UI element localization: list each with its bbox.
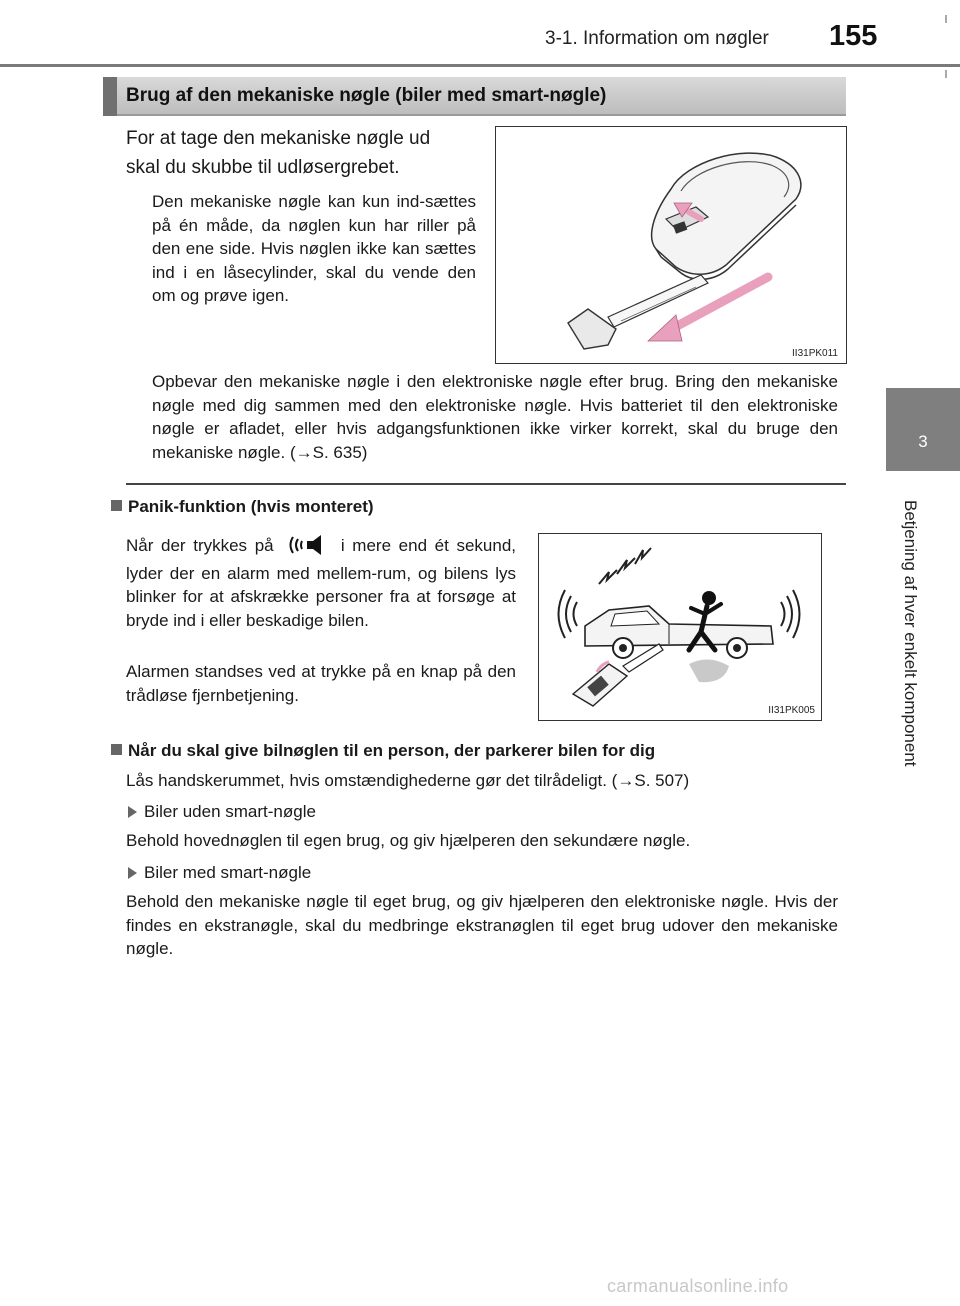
sub-heading-text: Biler med smart-nøgle	[144, 863, 312, 882]
chapter-title: Betjening af hver enkelt komponent	[901, 500, 920, 767]
site-watermark: carmanualsonline.info	[607, 1276, 789, 1296]
chapter-tab	[886, 388, 960, 471]
page-reference[interactable]: S. 507)	[634, 771, 690, 790]
panic-paragraph	[126, 534, 516, 632]
sub-heading-text: Biler uden smart-nøgle	[144, 802, 316, 821]
figure-code: II31PK011	[792, 348, 838, 359]
panic-text-before: Når der trykkes på	[126, 536, 274, 555]
lead-line: For at tage den mekaniske nøgle ud	[126, 128, 431, 149]
note-paragraph: Den mekaniske nøgle kan kun ind-sættes på én måde, da nøglen kun har riller på den ene side. Hvis nøglen ikke kan sættes ind i en låsecylinder, skal du vende den om og prøve igen.	[152, 192, 476, 305]
panic-alarm-illustration	[539, 534, 821, 720]
sub-paragraph-smart-key: Behold den mekaniske nøgle til eget brug, og giv hjælperen den elektroniske nøgle. Hvis der findes en ekstranøgle, skal du medbringe ekstranøglen til eget brug udover den mekaniske nøgle.	[126, 892, 838, 958]
sub-heading-no-smart-key	[128, 800, 316, 824]
page-number: 155	[829, 20, 878, 52]
valet-heading-text: Når du skal give bilnøglen til en person, der parkerer bilen for dig	[128, 741, 656, 760]
section-heading-accent	[103, 77, 117, 116]
panic-heading-text: Panik-funktion (hvis monteret)	[128, 497, 374, 516]
running-header: 3-1. Information om nøgler	[545, 28, 769, 49]
crop-mark	[945, 15, 947, 23]
reference-arrow-icon: →	[295, 442, 313, 462]
section-divider	[126, 483, 846, 485]
page-reference[interactable]: S. 635)	[312, 442, 368, 462]
storage-paragraph	[152, 370, 838, 464]
square-bullet-icon	[111, 500, 122, 511]
sub-paragraph-no-smart-key: Behold hovednøglen til egen brug, og giv hjælperen den sekundære nøgle.	[126, 831, 691, 850]
panic-heading	[111, 497, 374, 517]
figure-panic-alarm	[538, 533, 822, 721]
sub-heading-smart-key	[128, 861, 311, 885]
valet-intro	[126, 769, 846, 793]
figure-mechanical-key	[495, 126, 847, 364]
triangle-bullet-icon	[128, 806, 137, 818]
panic-text-after: i mere end ét sekund, lyder der en alarm med mellem-rum, og bilens lys blinker for at afskrække personer fra at forsøge at bryde ind i eller beskadige bilen.	[126, 536, 516, 630]
panic-alarm-icon	[287, 535, 327, 562]
triangle-bullet-icon	[128, 867, 137, 879]
header-divider	[0, 64, 960, 67]
valet-intro-text: Lås handskerummet, hvis omstændighederne gør det tilrådeligt. (	[126, 771, 618, 790]
lead-paragraph	[126, 124, 486, 182]
valet-heading	[111, 741, 655, 761]
panic-paragraph-2: Alarmen standses ved at trykke på en knap på den trådløse fjernbetjening.	[126, 662, 516, 705]
mechanical-key-illustration	[496, 127, 846, 363]
storage-text: Opbevar den mekaniske nøgle i den elektroniske nøgle efter brug. Bring den mekaniske nøgle med dig sammen med den elektroniske nøgle. Hvis batteriet til den elektroniske nøgle er afladet, eller hvis adgangsfunktionen ikke virker korrekt, skal du bruge den mekaniske nøgle. (	[152, 372, 838, 462]
reference-arrow-icon: →	[617, 771, 635, 790]
crop-mark	[945, 70, 947, 78]
square-bullet-icon	[111, 744, 122, 755]
figure-code: II31PK005	[768, 705, 815, 716]
chapter-number: 3	[918, 432, 928, 451]
lead-line: skal du skubbe til udløsergrebet.	[126, 157, 400, 178]
section-title: Brug af den mekaniske nøgle (biler med smart-nøgle)	[126, 85, 607, 106]
